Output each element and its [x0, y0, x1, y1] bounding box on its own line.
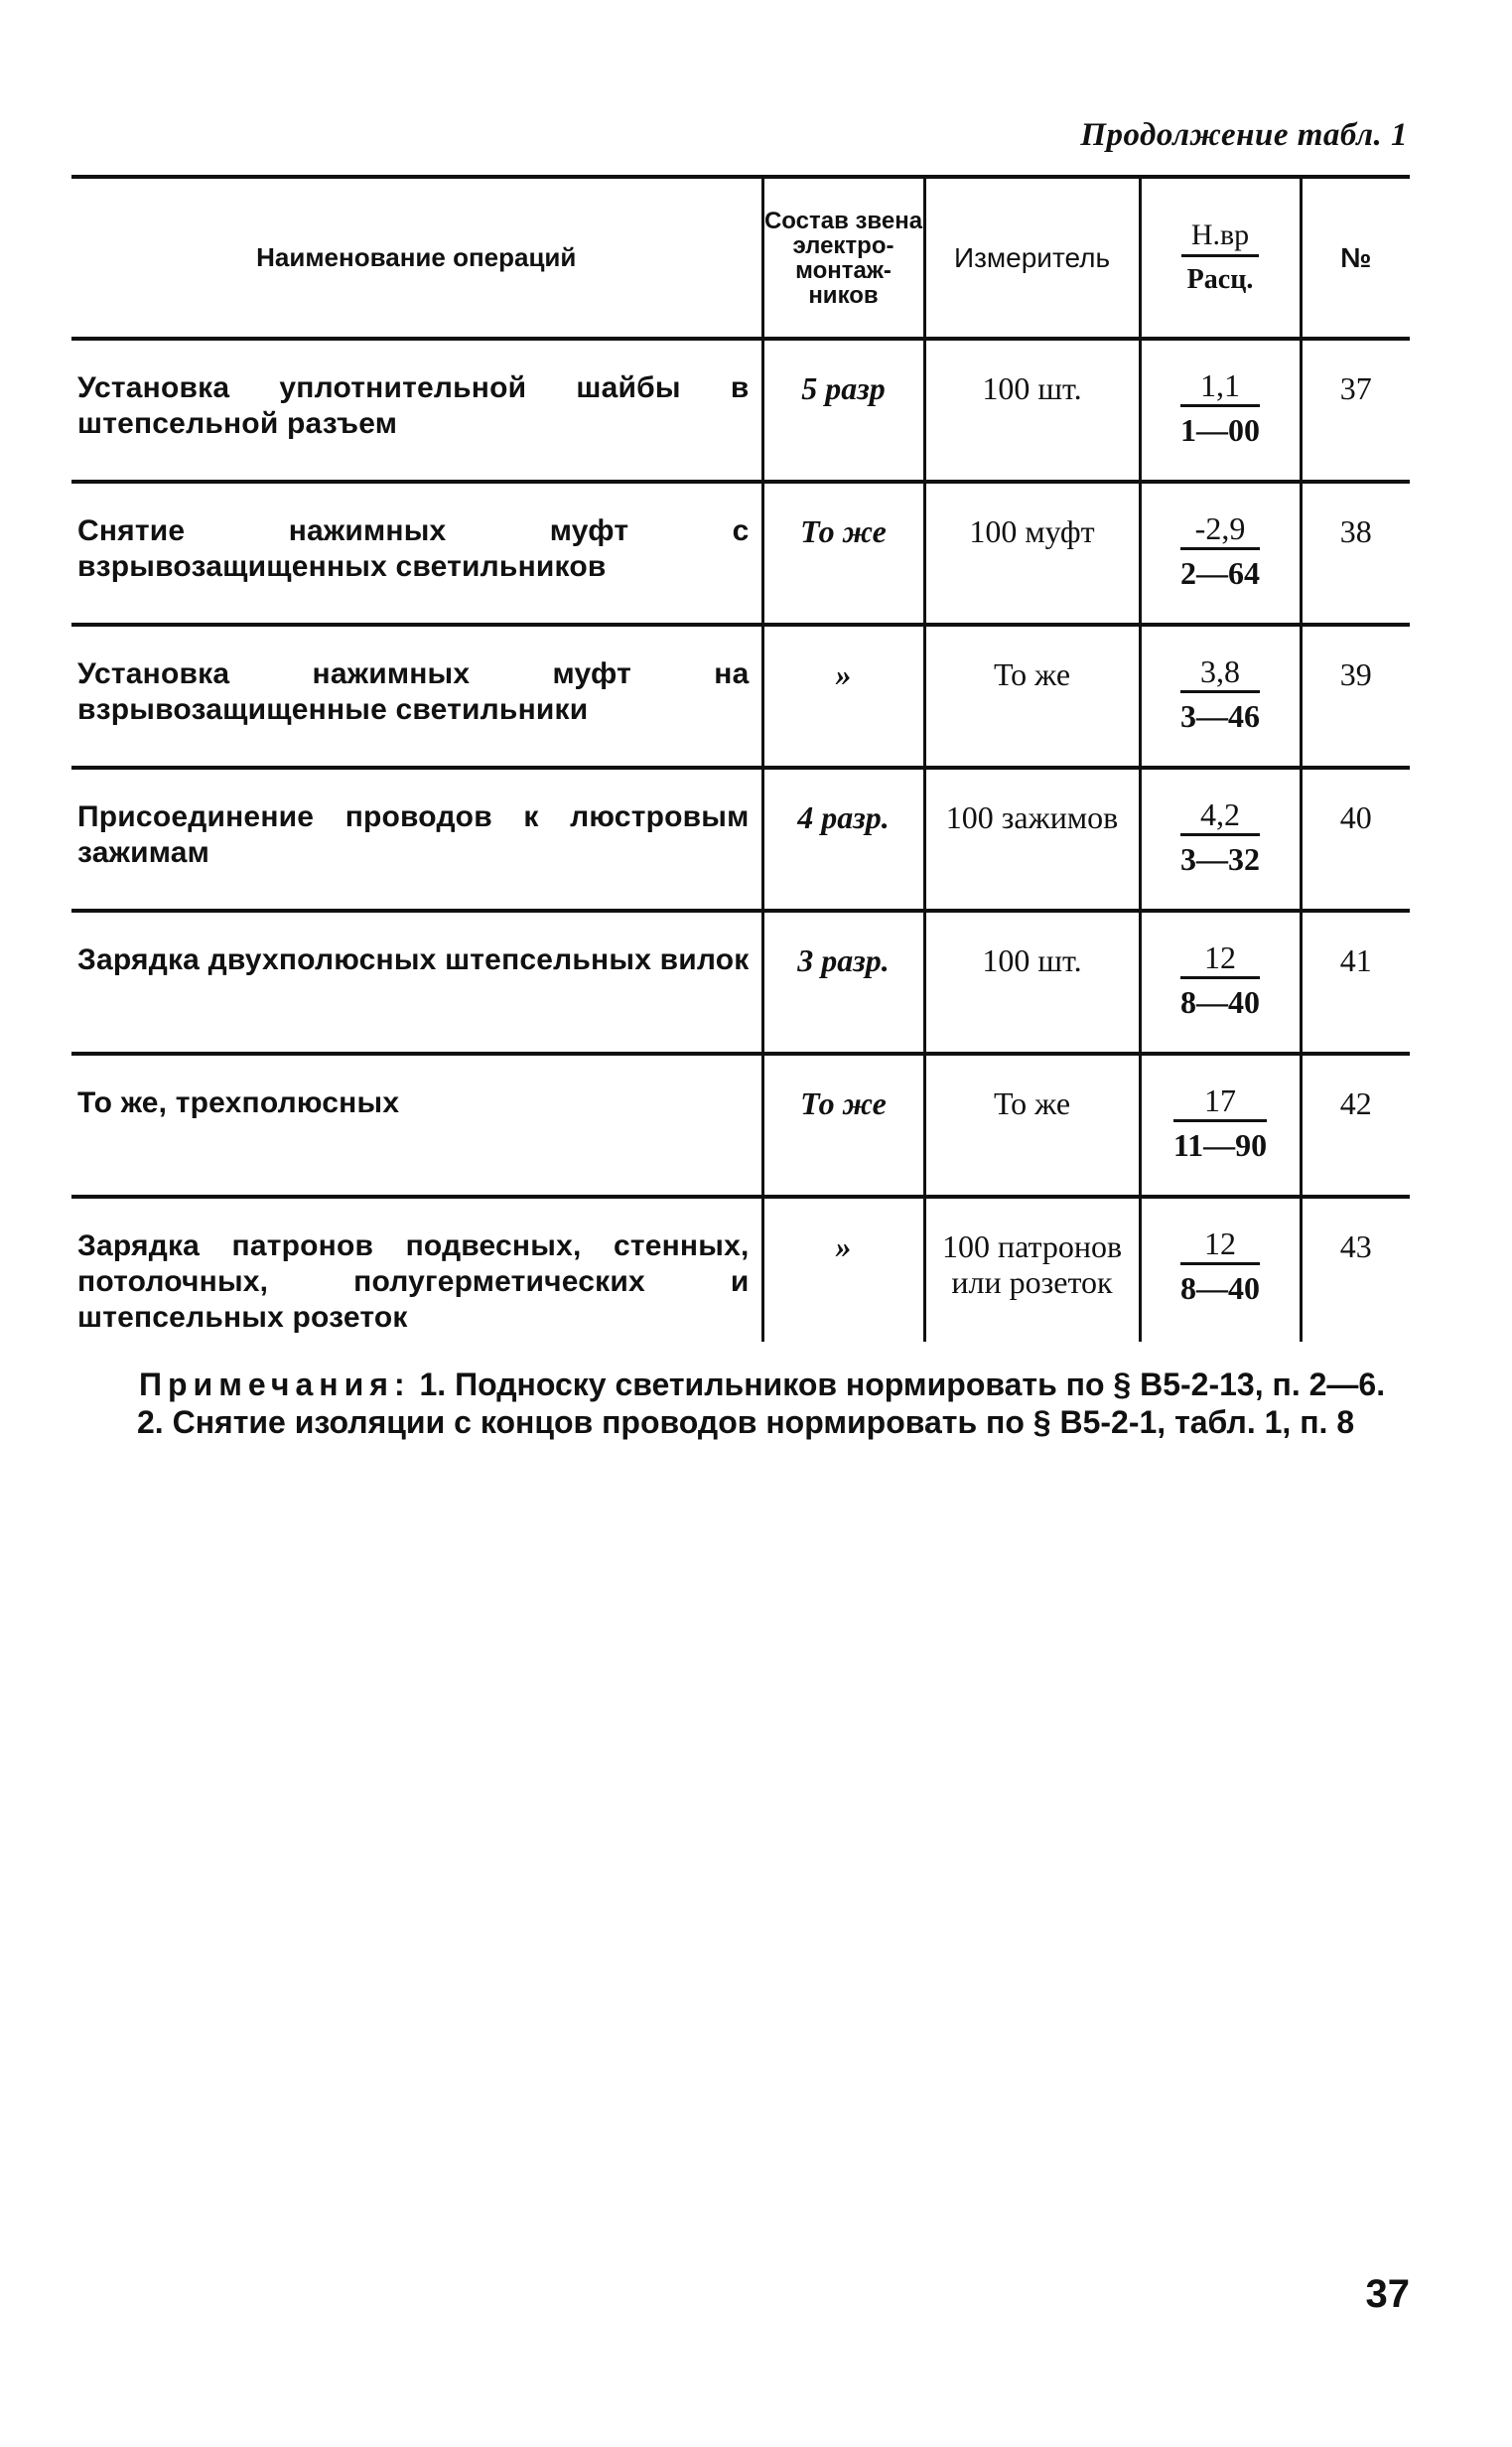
rate: 8—40: [1180, 984, 1260, 1020]
operation-name: Установка уплотнительной шайбы в штепсельной разъем: [77, 371, 750, 440]
norm-time: 4,2: [1180, 797, 1260, 836]
row-number: 43: [1301, 1197, 1410, 1342]
table-body: [71, 339, 1410, 1342]
header-rate: Расц.: [1186, 264, 1254, 295]
header-measure: Измеритель: [924, 177, 1140, 339]
crew-composition: 4 разр.: [762, 768, 924, 911]
rate: 8—40: [1180, 1270, 1260, 1306]
norm-cell: [1140, 625, 1301, 768]
operation-name: Зарядка двухполюсных штепсельных вилок: [71, 911, 762, 1054]
operation-name: Зарядка патронов подвесных, стенных, потолочных, полугерметических и штепсельных розеток: [71, 1197, 762, 1342]
operation-name: Установка нажимных муфт на взрывозащищенные светильники: [71, 625, 762, 768]
row-number: 41: [1301, 911, 1410, 1054]
row-number: 37: [1301, 339, 1410, 482]
crew-composition: То же: [762, 1054, 924, 1197]
rate: 11—90: [1172, 1127, 1268, 1163]
norm-cell: [1140, 1054, 1301, 1197]
norm-time: -2,9: [1180, 511, 1260, 550]
notes-label: Примечания:: [139, 1367, 411, 1402]
measure: 100 шт.: [924, 911, 1140, 1054]
measure: 100 патронов или розеток: [924, 1197, 1140, 1342]
norm-time: 12: [1180, 1226, 1260, 1265]
page-number: 37: [1365, 2272, 1410, 2316]
header-number: №: [1301, 177, 1410, 339]
norm-cell: [1140, 339, 1301, 482]
norms-table: [71, 175, 1410, 1342]
note-1: 1. Подноску светильников нормировать по § В5-2-13, п. 2—6.: [419, 1367, 1386, 1402]
header-norm-rate: [1140, 177, 1301, 339]
row-number: 42: [1301, 1054, 1410, 1197]
operation-name: Присоединение проводов к люстровым зажимам: [71, 768, 762, 911]
crew-composition: »: [762, 1197, 924, 1342]
table-row: [71, 482, 1410, 625]
operation-name: Снятие нажимных муфт с взрывозащищенных светильников: [71, 482, 762, 625]
table-notes: [139, 1366, 1410, 1441]
table-header: [71, 177, 1410, 339]
rate: 3—32: [1180, 841, 1260, 877]
table-row: [71, 1197, 1410, 1342]
table-row: [71, 339, 1410, 482]
table-continuation-caption: Продолжение табл. 1: [1080, 117, 1408, 153]
header-crew-composition: Состав звена электро-монтаж-ников: [762, 177, 924, 339]
row-number: 39: [1301, 625, 1410, 768]
norm-time: 1,1: [1180, 368, 1260, 407]
measure: То же: [924, 1054, 1140, 1197]
table-row: [71, 1054, 1410, 1197]
rate: 3—46: [1180, 698, 1260, 734]
table-row: [71, 768, 1410, 911]
norm-cell: [1140, 482, 1301, 625]
header-norm-time: Н.вр: [1181, 218, 1259, 257]
row-number: 40: [1301, 768, 1410, 911]
crew-composition: 5 разр: [762, 339, 924, 482]
rate: 2—64: [1180, 555, 1260, 591]
row-number: 38: [1301, 482, 1410, 625]
crew-composition: »: [762, 625, 924, 768]
measure: То же: [924, 625, 1140, 768]
note-2: 2. Снятие изоляции с концов проводов нормировать по § В5-2-1, табл. 1, п. 8: [137, 1404, 1355, 1440]
header-operation-name: Наименование операций: [71, 177, 762, 339]
measure: 100 муфт: [924, 482, 1140, 625]
measure: 100 шт.: [924, 339, 1140, 482]
table-row: [71, 625, 1410, 768]
measure: 100 зажимов: [924, 768, 1140, 911]
norm-time: 17: [1173, 1083, 1267, 1122]
operation-name: То же, трехполюсных: [71, 1054, 762, 1197]
norm-cell: [1140, 1197, 1301, 1342]
norm-cell: [1140, 768, 1301, 911]
crew-composition: То же: [762, 482, 924, 625]
norm-time: 3,8: [1180, 654, 1260, 693]
crew-composition: 3 разр.: [762, 911, 924, 1054]
norm-time: 12: [1180, 940, 1260, 979]
norm-cell: [1140, 911, 1301, 1054]
rate: 1—00: [1180, 412, 1260, 448]
table-row: [71, 911, 1410, 1054]
